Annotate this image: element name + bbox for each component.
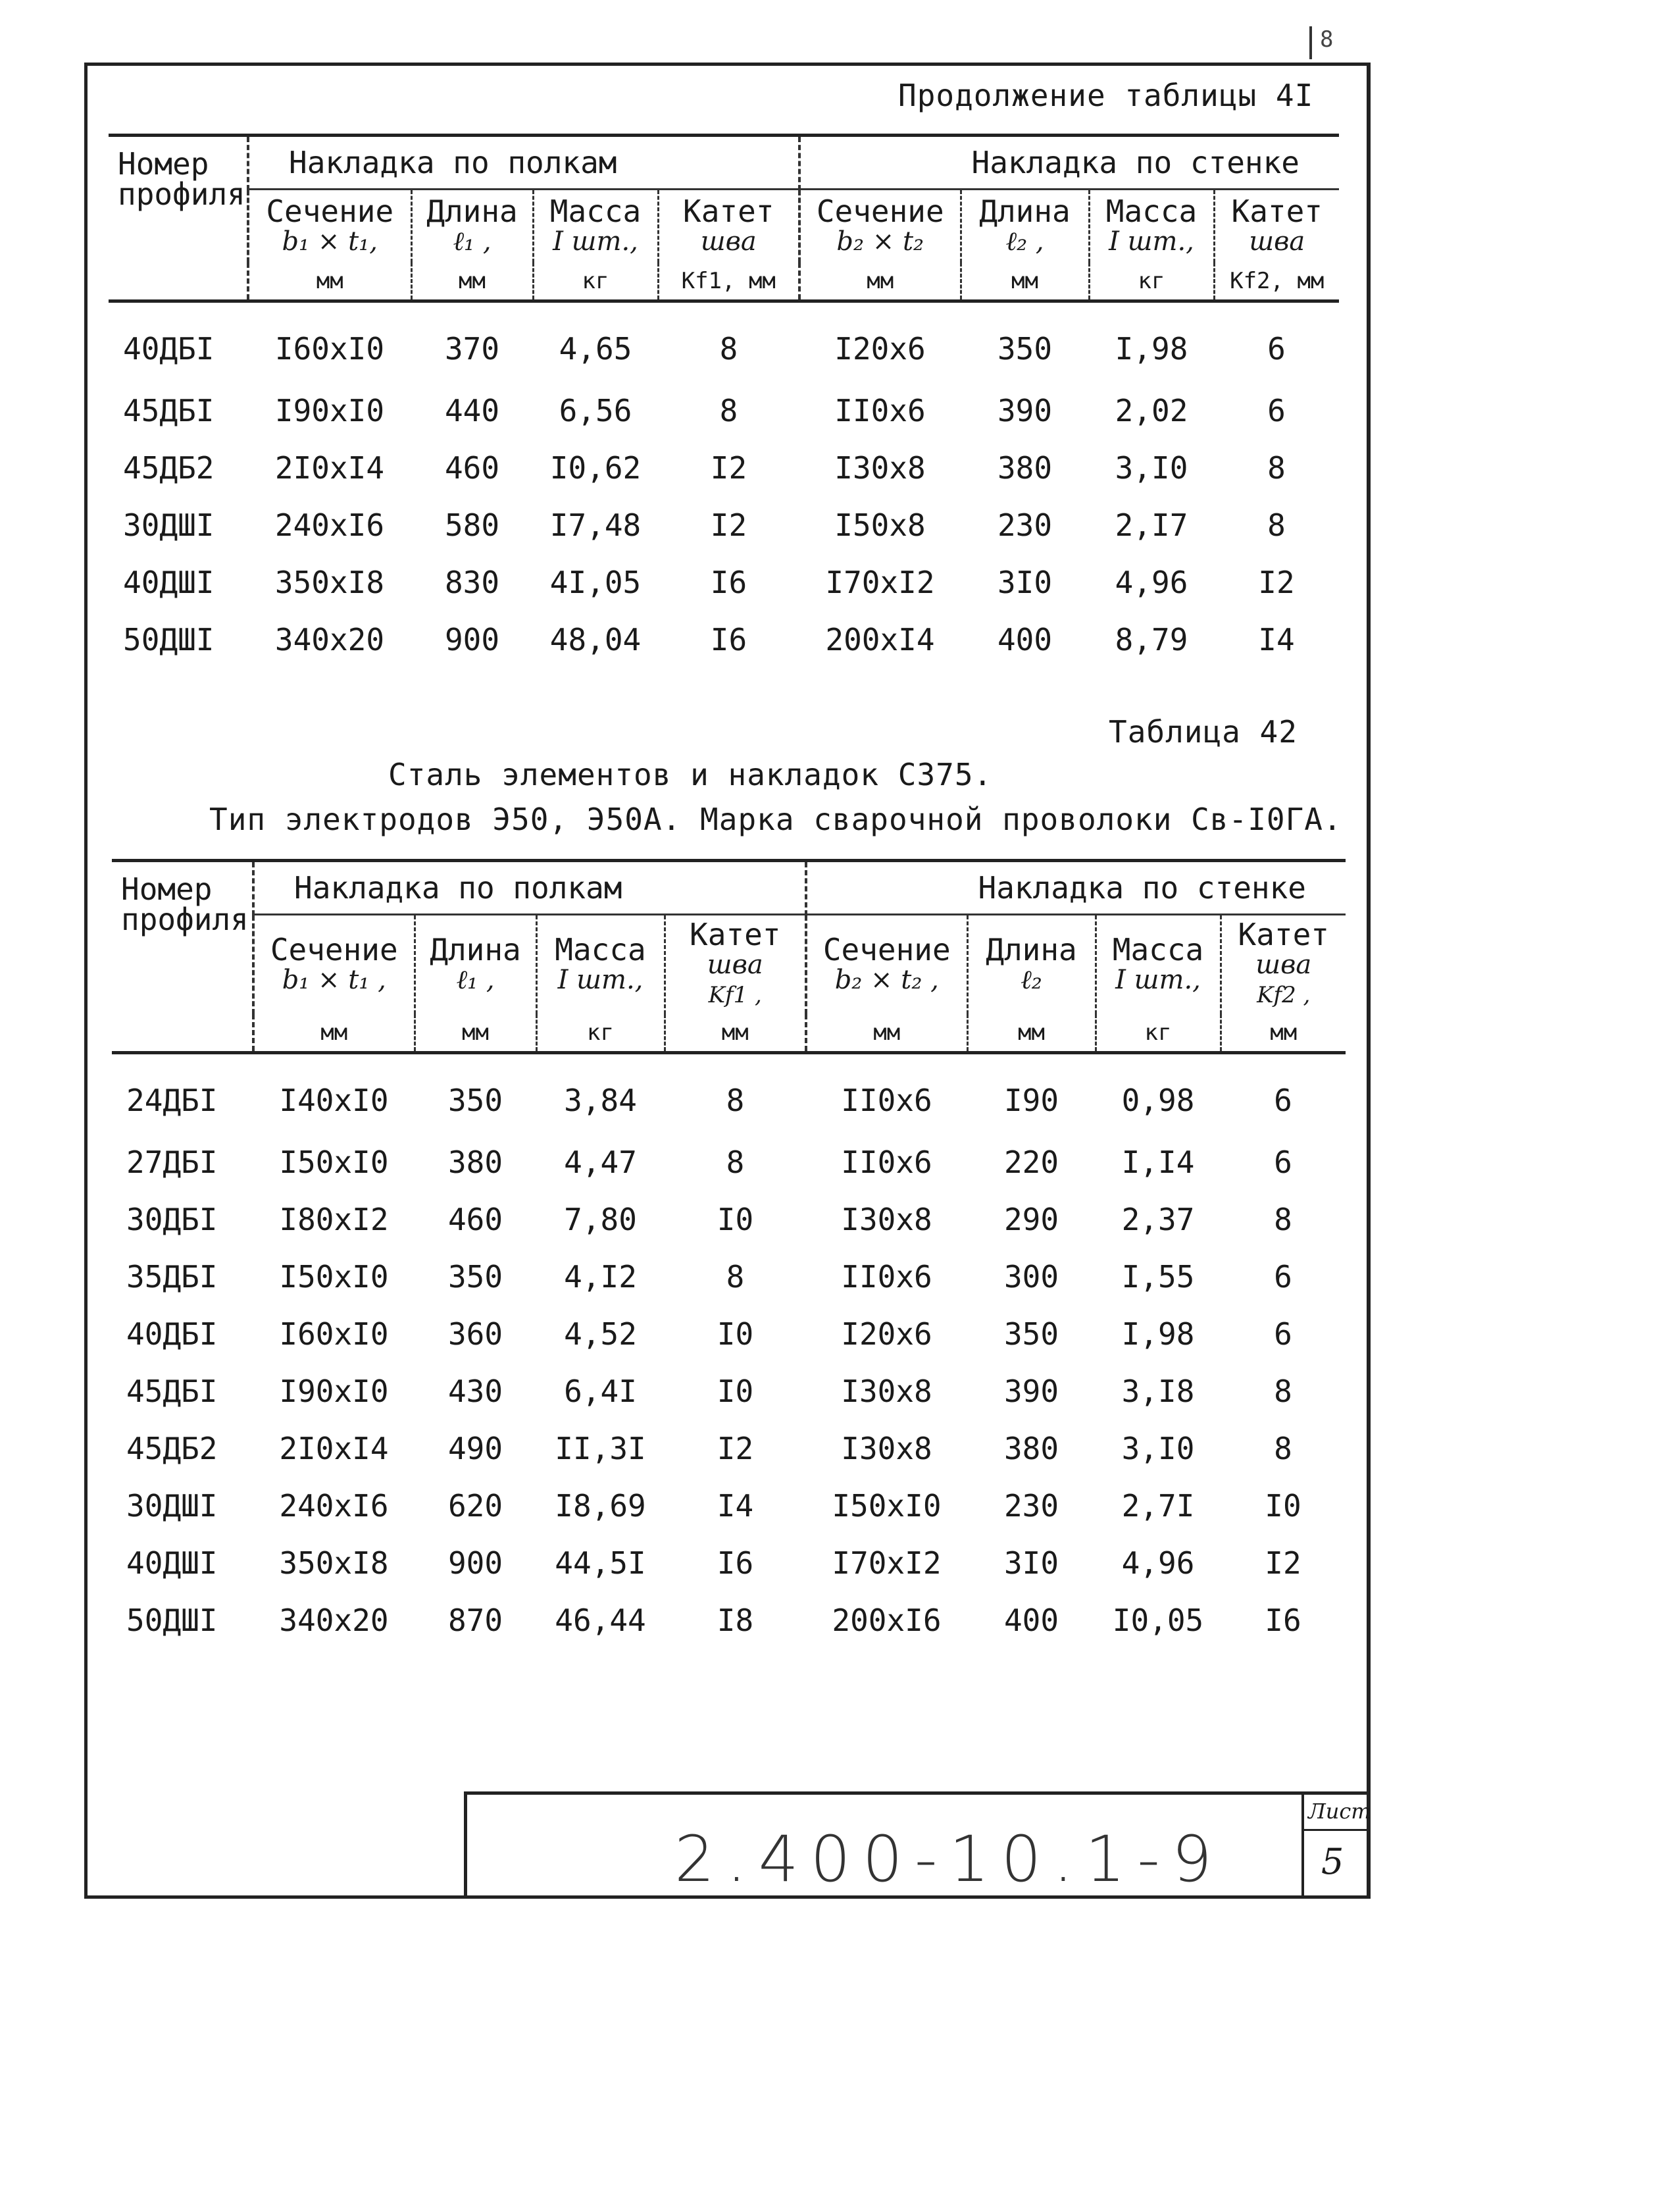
value-cell: 390	[997, 392, 1053, 428]
subheader-line1: Масса	[1105, 193, 1198, 229]
value-cell: 200xI6	[832, 1602, 942, 1638]
value-cell: I6	[717, 1545, 754, 1581]
value-cell: II,3I	[555, 1430, 646, 1466]
subheader-line2: I шт.,	[557, 965, 644, 995]
value-cell: I0	[717, 1316, 754, 1352]
value-cell: 620	[447, 1487, 503, 1524]
value-cell: I90xI0	[279, 1373, 389, 1409]
value-cell: II0x6	[834, 392, 926, 428]
value-cell: I60xI0	[274, 331, 385, 367]
value-cell: I50x8	[834, 507, 926, 543]
col-profile-line1: Номер	[118, 146, 209, 182]
value-cell: I50xI0	[279, 1144, 389, 1180]
sheet-divider	[1304, 1829, 1371, 1831]
flange-unit-0: мм	[253, 1014, 415, 1053]
value-cell: I,I4	[1121, 1144, 1195, 1180]
value-cell: 240xI6	[279, 1487, 389, 1524]
group-flange-header: Накладка по полкам	[248, 136, 799, 190]
value-cell: 4,I2	[564, 1258, 637, 1295]
profile-cell: 45ДБI	[126, 1373, 218, 1409]
profile-cell: 27ДБI	[126, 1144, 218, 1180]
flange-subheader-3	[665, 915, 806, 1015]
value-cell: I2	[1265, 1545, 1301, 1581]
value-cell: 8	[1274, 1373, 1292, 1409]
profile-cell: 30ДШI	[123, 507, 215, 543]
web-unit-3: Kf2, мм	[1214, 263, 1339, 301]
value-cell: 2,I7	[1115, 507, 1188, 543]
title-block	[464, 1791, 1371, 1899]
col-profile-line2: профиля	[118, 176, 245, 212]
col-profile-header	[109, 136, 248, 301]
subheader-line1: Длина	[979, 193, 1071, 229]
subheader-line1: Сечение	[816, 193, 944, 229]
table41-caption: Продолжение таблицы 4I	[898, 78, 1314, 113]
web-subheader-3	[1214, 190, 1339, 263]
value-cell: 220	[1003, 1144, 1059, 1180]
flange-subheader-1	[415, 915, 536, 1015]
value-cell: 380	[997, 450, 1053, 486]
profile-cell: 40ДБI	[123, 331, 215, 367]
value-cell: 350xI8	[279, 1545, 389, 1581]
table-row	[112, 1305, 1346, 1362]
value-cell: 3I0	[997, 564, 1053, 600]
table-row	[109, 553, 1339, 611]
value-cell: 4,47	[564, 1144, 637, 1180]
value-cell: II0x6	[841, 1083, 932, 1118]
value-cell: I6	[1265, 1602, 1301, 1638]
value-cell: 46,44	[555, 1602, 646, 1638]
group-flange-header: Накладка по полкам	[253, 861, 806, 915]
value-cell: 2I0xI4	[279, 1430, 389, 1466]
value-cell: I,98	[1115, 331, 1188, 367]
table-row	[109, 496, 1339, 553]
value-cell: 6	[1274, 1083, 1292, 1118]
table-row	[112, 1191, 1346, 1248]
value-cell: 3,I0	[1121, 1430, 1195, 1466]
value-cell: I40xI0	[279, 1083, 389, 1118]
header-group-row	[112, 861, 1346, 915]
value-cell: 350	[447, 1083, 503, 1118]
table42-title-line2: Тип электродов Э50, Э50А. Марка сварочной проволоки Св-I0ГА.	[209, 802, 1342, 837]
value-cell: 0,98	[1121, 1083, 1195, 1118]
value-cell: I,55	[1121, 1258, 1195, 1295]
table-row	[109, 382, 1339, 439]
col-profile-line2: профиля	[121, 902, 249, 937]
subheader-line1: Катет	[1238, 917, 1329, 952]
table-row	[112, 1591, 1346, 1649]
header-units-row	[112, 1014, 1346, 1053]
subheader-line2: b₂ × t₂	[836, 226, 924, 257]
flange-subheader-2	[536, 915, 665, 1015]
value-cell: 2,7I	[1121, 1487, 1195, 1524]
value-cell: 460	[447, 1201, 503, 1237]
value-cell: I0	[1265, 1487, 1301, 1524]
table-row	[112, 1477, 1346, 1534]
value-cell: 8,79	[1115, 621, 1188, 657]
value-cell: I90	[1003, 1083, 1059, 1118]
value-cell: 6	[1267, 331, 1286, 367]
subheader-line1: Длина	[430, 932, 521, 967]
value-cell: I30x8	[841, 1373, 932, 1409]
value-cell: 6,56	[559, 392, 632, 428]
flange-subheader-0	[248, 190, 411, 263]
value-cell: 8	[1274, 1201, 1292, 1237]
value-cell: 900	[444, 621, 500, 657]
subheader-line2: I шт.,	[1115, 965, 1201, 995]
value-cell: 490	[447, 1430, 503, 1466]
web-subheader-1	[961, 190, 1089, 263]
subheader-line3: Kf1 ,	[708, 982, 762, 1008]
table-row	[112, 1420, 1346, 1477]
value-cell: 350	[1003, 1316, 1059, 1352]
subheader-line2: b₂ × t₂ ,	[834, 965, 939, 995]
subheader-line2: шва	[1255, 950, 1312, 980]
subheader-line2: I шт.,	[553, 226, 638, 257]
profile-cell: 45ДБ2	[126, 1430, 218, 1466]
value-cell: 870	[447, 1602, 503, 1638]
subheader-line2: ℓ₁ ,	[456, 965, 495, 995]
table-row	[109, 611, 1339, 668]
value-cell: 8	[726, 1083, 745, 1118]
subheader-line1: Масса	[549, 193, 642, 229]
value-cell: 6,4I	[564, 1373, 637, 1409]
table-row	[109, 301, 1339, 382]
value-cell: 4,52	[564, 1316, 637, 1352]
header-units-row	[109, 263, 1339, 301]
value-cell: I70xI2	[825, 564, 935, 600]
value-cell: 230	[1003, 1487, 1059, 1524]
web-unit-0: мм	[799, 263, 961, 301]
value-cell: I,98	[1121, 1316, 1195, 1352]
web-unit-2: кг	[1096, 1014, 1221, 1053]
sheet-box	[1301, 1795, 1371, 1899]
value-cell: I6	[710, 621, 747, 657]
value-cell: II0x6	[841, 1258, 932, 1295]
value-cell: I0	[717, 1373, 754, 1409]
flange-subheader-2	[533, 190, 658, 263]
value-cell: 830	[444, 564, 500, 600]
value-cell: 4,96	[1115, 564, 1188, 600]
table42-title-line1: Сталь элементов и накладок С375.	[388, 757, 993, 792]
value-cell: 240xI6	[274, 507, 385, 543]
value-cell: I50xI0	[279, 1258, 389, 1295]
value-cell: 400	[997, 621, 1053, 657]
value-cell: 380	[447, 1144, 503, 1180]
web-subheader-1	[967, 915, 1096, 1015]
value-cell: 350	[447, 1258, 503, 1295]
value-cell: 290	[1003, 1201, 1059, 1237]
value-cell: I6	[710, 564, 747, 600]
profile-cell: 30ДБI	[126, 1201, 218, 1237]
web-unit-3: мм	[1221, 1014, 1346, 1053]
subheader-line2: шва	[707, 950, 763, 980]
group-web-header: Накладка по стенке	[806, 861, 1346, 915]
value-cell: 6	[1274, 1144, 1292, 1180]
value-cell: 340x20	[274, 621, 385, 657]
value-cell: 3,I8	[1121, 1373, 1195, 1409]
col-profile-line1: Номер	[121, 871, 213, 907]
flange-subheader-0	[253, 915, 415, 1015]
profile-cell: 40ДБI	[126, 1316, 218, 1352]
profile-cell: 35ДБI	[126, 1258, 218, 1295]
subheader-line2: ℓ₁ ,	[453, 226, 492, 257]
value-cell: 2,02	[1115, 392, 1188, 428]
profile-cell: 50ДШI	[123, 621, 215, 657]
value-cell: 390	[1003, 1373, 1059, 1409]
value-cell: I0,62	[549, 450, 642, 486]
value-cell: I20x6	[841, 1316, 932, 1352]
table-row	[112, 1534, 1346, 1591]
value-cell: 360	[447, 1316, 503, 1352]
subheader-line1: Длина	[426, 193, 518, 229]
value-cell: I8,69	[555, 1487, 646, 1524]
table-row	[109, 439, 1339, 496]
value-cell: I30x8	[841, 1201, 932, 1237]
flange-unit-3: мм	[665, 1014, 806, 1053]
value-cell: 2I0xI4	[274, 450, 385, 486]
value-cell: I90xI0	[274, 392, 385, 428]
profile-cell: 30ДШI	[126, 1487, 218, 1524]
value-cell: 440	[444, 392, 500, 428]
subheader-line1: Длина	[986, 932, 1077, 967]
value-cell: 3I0	[1003, 1545, 1059, 1581]
table-42	[112, 859, 1346, 1649]
value-cell: I30x8	[841, 1430, 932, 1466]
value-cell: 2,37	[1121, 1201, 1195, 1237]
value-cell: 400	[1003, 1602, 1059, 1638]
value-cell: 350	[997, 331, 1053, 367]
value-cell: 8	[719, 392, 738, 428]
value-cell: 370	[444, 331, 500, 367]
web-unit-2: кг	[1089, 263, 1214, 301]
value-cell: 6	[1274, 1258, 1292, 1295]
web-subheader-0	[806, 915, 967, 1015]
value-cell: 6	[1267, 392, 1286, 428]
value-cell: I2	[710, 450, 747, 486]
subheader-line1: Катет	[690, 917, 781, 952]
value-cell: II0x6	[841, 1144, 932, 1180]
subheader-line2: шва	[700, 226, 757, 257]
profile-cell: 24ДБI	[126, 1083, 218, 1118]
table42-number: Таблица 42	[1109, 714, 1298, 750]
web-subheader-0	[799, 190, 961, 263]
value-cell: 300	[1003, 1258, 1059, 1295]
flange-unit-1: мм	[415, 1014, 536, 1053]
value-cell: 44,5I	[555, 1545, 646, 1581]
table-row	[112, 1053, 1346, 1134]
subheader-line3: Kf2 ,	[1257, 982, 1311, 1008]
subheader-line2: b₁ × t₁,	[282, 226, 378, 257]
value-cell: 900	[447, 1545, 503, 1581]
profile-cell: 50ДШI	[126, 1602, 218, 1638]
flange-unit-2: кг	[533, 263, 658, 301]
value-cell: 230	[997, 507, 1053, 543]
col-profile-header	[112, 861, 253, 1053]
subheader-line1: Сечение	[270, 932, 398, 967]
flange-unit-0: мм	[248, 263, 411, 301]
subheader-line2: b₁ × t₁ ,	[282, 965, 386, 995]
table-41	[109, 134, 1339, 668]
subheader-line1: Масса	[1112, 932, 1204, 967]
flange-subheader-3	[658, 190, 799, 263]
subheader-line1: Катет	[683, 193, 774, 229]
table-row	[112, 1133, 1346, 1191]
value-cell: 4,96	[1121, 1545, 1195, 1581]
subheader-line1: Сечение	[266, 193, 394, 229]
value-cell: I0,05	[1112, 1602, 1204, 1638]
value-cell: 430	[447, 1373, 503, 1409]
flange-unit-2: кг	[536, 1014, 665, 1053]
value-cell: 6	[1274, 1316, 1292, 1352]
document-code: 2.400-10.1-9	[674, 1822, 1224, 1896]
header-group-row	[109, 136, 1339, 190]
value-cell: 4,65	[559, 331, 632, 367]
value-cell: 8	[726, 1258, 745, 1295]
web-unit-1: мм	[967, 1014, 1096, 1053]
subheader-line2: ℓ₂ ,	[1005, 226, 1044, 257]
web-subheader-2	[1089, 190, 1214, 263]
value-cell: 4I,05	[549, 564, 642, 600]
value-cell: I70xI2	[832, 1545, 942, 1581]
value-cell: 340x20	[279, 1602, 389, 1638]
subheader-line2: ℓ₂	[1021, 965, 1042, 995]
value-cell: 580	[444, 507, 500, 543]
subheader-line1: Масса	[555, 932, 646, 967]
value-cell: I7,48	[549, 507, 642, 543]
profile-cell: 45ДБ2	[123, 450, 215, 486]
value-cell: I20x6	[834, 331, 926, 367]
value-cell: I2	[1258, 564, 1295, 600]
flange-unit-3: Kf1, мм	[658, 263, 799, 301]
value-cell: I2	[710, 507, 747, 543]
value-cell: I8	[717, 1602, 754, 1638]
header-sub-row	[109, 190, 1339, 263]
value-cell: 8	[719, 331, 738, 367]
web-unit-1: мм	[961, 263, 1089, 301]
value-cell: I4	[1258, 621, 1295, 657]
flange-unit-1: мм	[411, 263, 533, 301]
value-cell: I50xI0	[832, 1487, 942, 1524]
value-cell: 8	[1267, 507, 1286, 543]
value-cell: 460	[444, 450, 500, 486]
value-cell: 350xI8	[274, 564, 385, 600]
web-subheader-3	[1221, 915, 1346, 1015]
value-cell: I30x8	[834, 450, 926, 486]
subheader-line1: Катет	[1231, 193, 1323, 229]
value-cell: 380	[1003, 1430, 1059, 1466]
table-row	[112, 1362, 1346, 1420]
value-cell: I4	[717, 1487, 754, 1524]
table-row	[112, 1248, 1346, 1305]
value-cell: 3,84	[564, 1083, 637, 1118]
group-web-header: Накладка по стенке	[799, 136, 1339, 190]
web-subheader-2	[1096, 915, 1221, 1015]
flange-subheader-1	[411, 190, 533, 263]
value-cell: 3,I0	[1115, 450, 1188, 486]
profile-cell: 40ДШI	[123, 564, 215, 600]
value-cell: 7,80	[564, 1201, 637, 1237]
subheader-line1: Сечение	[822, 932, 951, 967]
subheader-line2: шва	[1249, 226, 1305, 257]
value-cell: 8	[726, 1144, 745, 1180]
web-unit-0: мм	[806, 1014, 967, 1053]
subheader-line2: I шт.,	[1109, 226, 1194, 257]
corner-mark: 8	[1309, 26, 1369, 59]
value-cell: I0	[717, 1201, 754, 1237]
sheet-number: 5	[1321, 1841, 1344, 1882]
value-cell: I80xI2	[279, 1201, 389, 1237]
value-cell: 8	[1267, 450, 1286, 486]
value-cell: I60xI0	[279, 1316, 389, 1352]
value-cell: I2	[717, 1430, 754, 1466]
profile-cell: 40ДШI	[126, 1545, 218, 1581]
header-sub-row	[112, 915, 1346, 1015]
value-cell: 200xI4	[825, 621, 935, 657]
value-cell: 48,04	[549, 621, 642, 657]
sheet-label: Лист	[1308, 1799, 1371, 1824]
profile-cell: 45ДБI	[123, 392, 215, 428]
value-cell: 8	[1274, 1430, 1292, 1466]
